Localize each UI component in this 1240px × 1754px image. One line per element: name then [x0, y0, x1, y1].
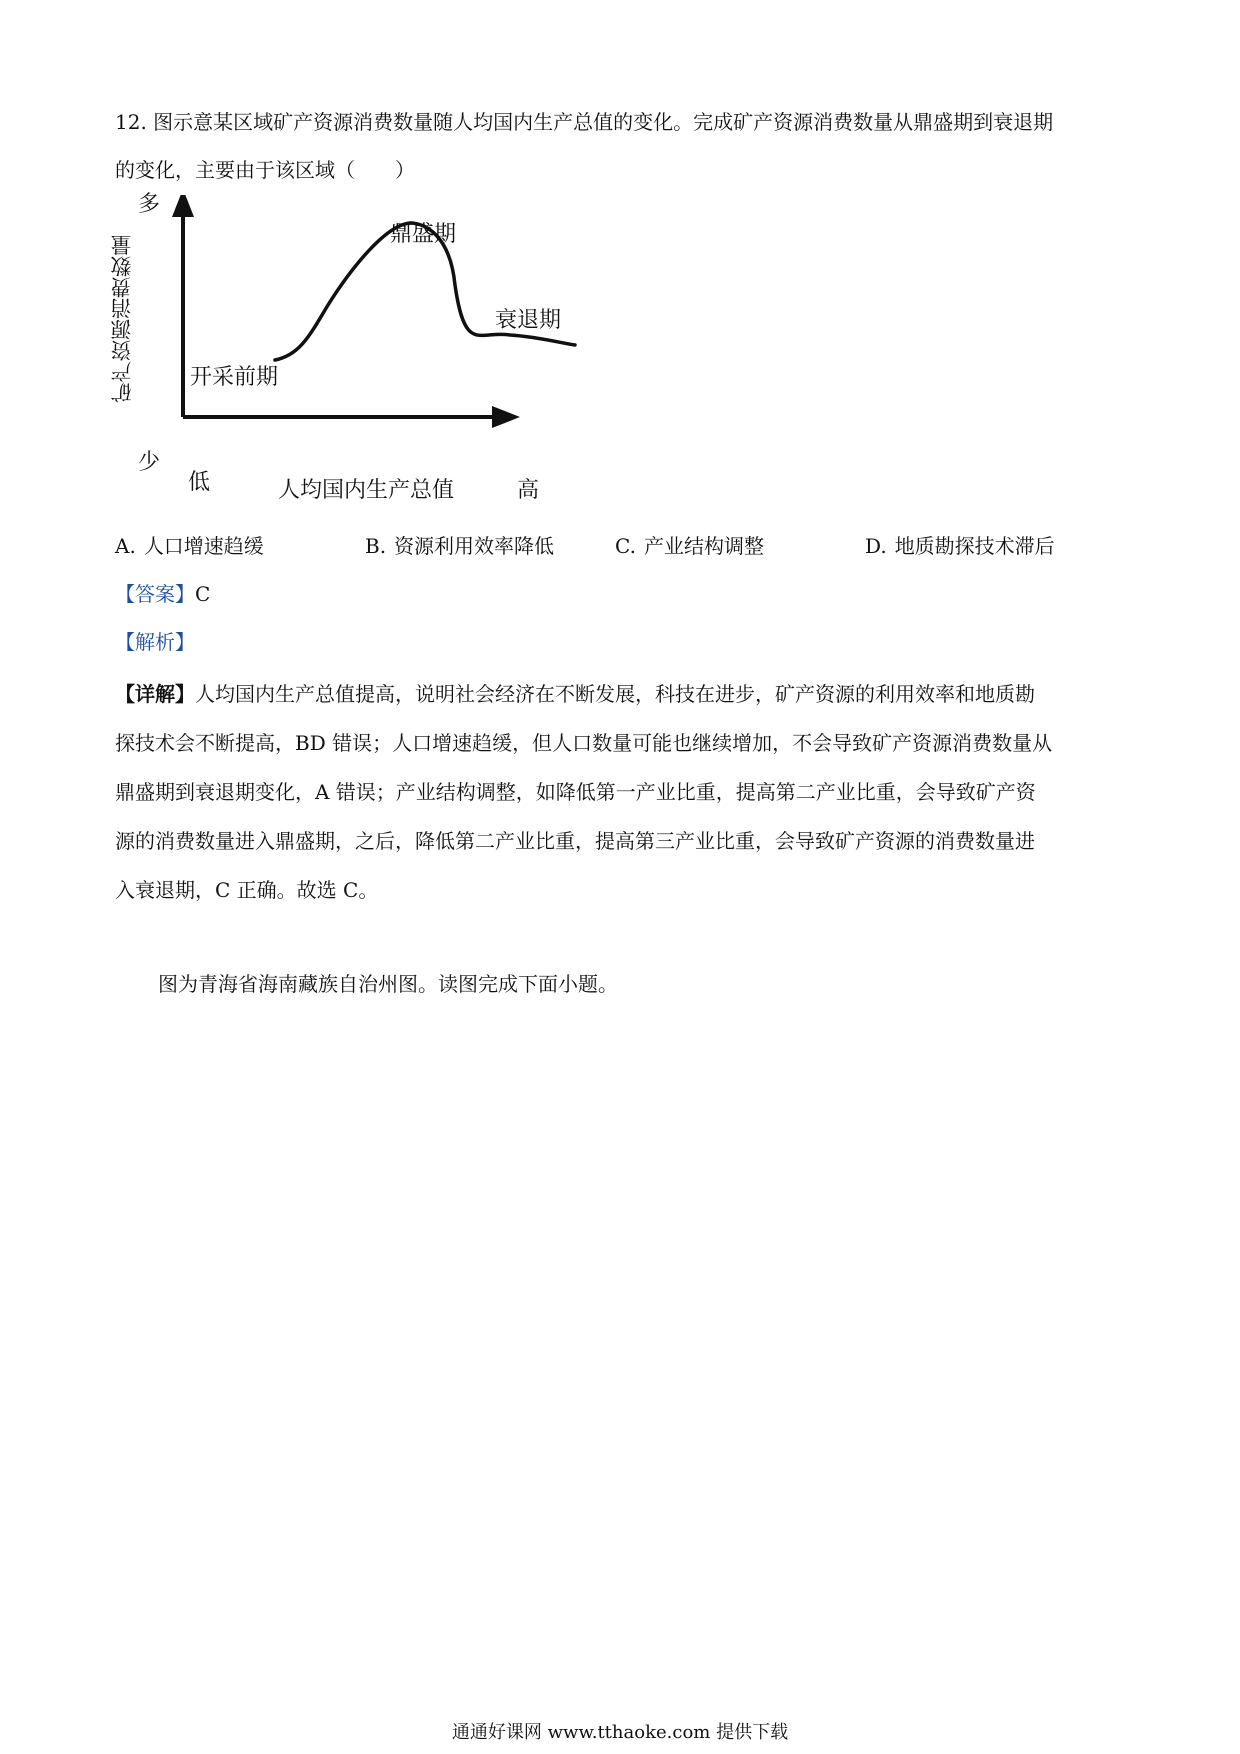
- y-axis-label: 矿产资源消费数量: [110, 235, 134, 403]
- option-b-text: 资源利用效率降低: [394, 534, 555, 558]
- stage-peak-label: 鼎盛期: [390, 222, 457, 247]
- question-stem-line-1: 12. 图示意某区域矿产资源消费数量随人均国内生产总值的变化。完成矿产资源消费数量从鼎盛期到衰退期: [115, 110, 1054, 134]
- option-b-key: B.: [365, 534, 387, 558]
- answer-value: C: [195, 582, 211, 606]
- x-axis-high-label: 高: [517, 478, 540, 503]
- x-axis-arrow: [492, 406, 520, 428]
- option-a-text: 人口增速趋缓: [143, 534, 264, 558]
- option-c[interactable]: [615, 530, 764, 559]
- option-d-key: D.: [865, 534, 887, 558]
- x-axis-label: 人均国内生产总值: [278, 478, 455, 503]
- option-d[interactable]: [865, 530, 1055, 559]
- analysis-label: 【解析】: [115, 630, 195, 654]
- option-a-key: A.: [115, 534, 136, 558]
- next-section-intro: 图为青海省海南藏族自治州图。读图完成下面小题。: [158, 972, 618, 996]
- detail-line-5: 入衰退期，C 正确。故选 C。: [115, 878, 379, 902]
- stage-decline-label: 衰退期: [495, 308, 562, 333]
- detail-line-1: [115, 670, 1125, 719]
- detail-label: 【详解】: [115, 682, 195, 706]
- option-b[interactable]: [365, 530, 554, 559]
- answer-label: 【答案】: [115, 582, 195, 606]
- question-stem-line-2: 的变化，主要由于该区域（ ）: [115, 158, 415, 182]
- y-axis-low-label: 少: [138, 450, 161, 475]
- analysis-heading: [115, 626, 195, 655]
- detail-line-3: 鼎盛期到衰退期变化，A 错误；产业结构调整，如降低第一产业比重，提高第二产业比重，会导致矿产资: [115, 780, 1036, 804]
- page-footer: 通通好课网 www.tthaoke.com 提供下载: [451, 1722, 789, 1743]
- curve-graphic: [110, 195, 580, 515]
- detail-line-4: 源的消费数量进入鼎盛期，之后，降低第二产业比重，提高第三产业比重，会导致矿产资源的消费数量进: [115, 829, 1035, 853]
- answer-line: [115, 578, 210, 607]
- option-d-text: 地质勘探技术滞后: [894, 534, 1055, 558]
- consumption-curve-figure: [110, 192, 580, 515]
- x-axis-low-label: 低: [188, 470, 211, 495]
- y-axis-arrow: [172, 195, 194, 217]
- option-a[interactable]: [115, 530, 264, 559]
- detail-line-2: 探技术会不断提高，BD 错误；人口增速趋缓，但人口数量可能也继续增加，不会导致矿产资源消费数量从: [115, 731, 1053, 755]
- detail-line-1-text: 人均国内生产总值提高，说明社会经济在不断发展，科技在进步，矿产资源的利用效率和地质勘: [195, 682, 1035, 706]
- detail-explanation: [115, 670, 1125, 915]
- stage-pre-label: 开采前期: [190, 365, 279, 390]
- y-axis-high-label: 多: [138, 192, 161, 217]
- option-c-text: 产业结构调整: [643, 534, 764, 558]
- option-c-key: C.: [615, 534, 636, 558]
